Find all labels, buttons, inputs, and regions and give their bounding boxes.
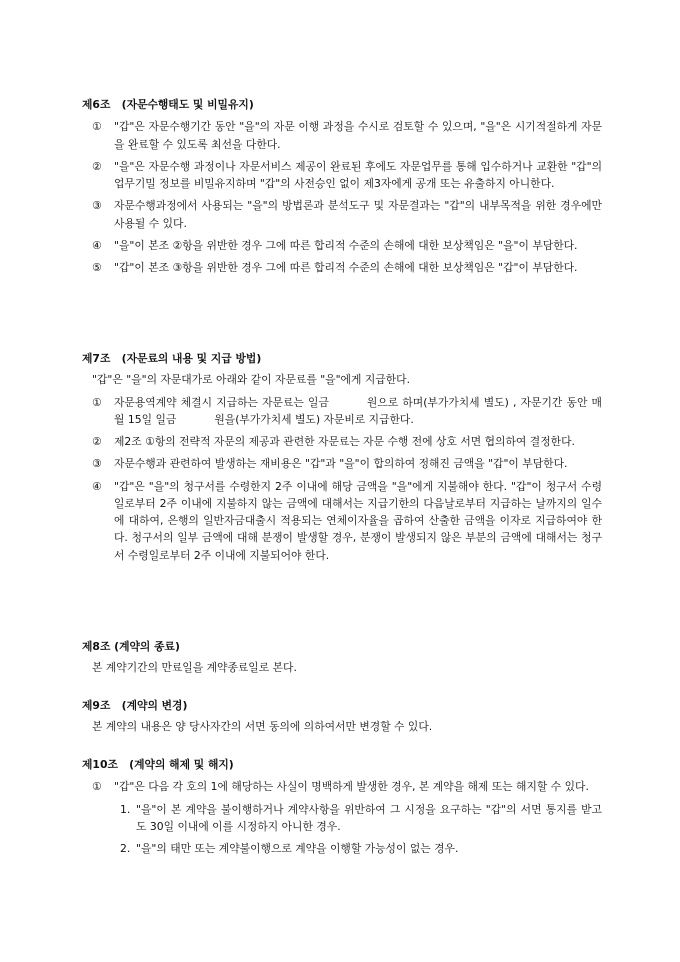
fee-text-part-2: 원으로 하며(부가가치세 별도) , 자문기간 동안 매월 15일 일금 bbox=[114, 395, 602, 426]
clause-text: "을"은 자문수행 과정이나 자문서비스 제공이 완료된 후에도 자문업무를 통해 입수하거나 교환한 "갑"의 업무기밀 정보를 비밀유지하며 "갑"의 사전승인 없이 제3자에게 공개 또는 유출하지 아니한다. bbox=[114, 159, 602, 191]
clause-number: ③ bbox=[92, 457, 102, 471]
clause-text: "갑"은 다음 각 호의 1에 해당하는 사실이 명백하게 발생한 경우, 본 계약을 해제 또는 해지할 수 있다. bbox=[114, 780, 589, 794]
article-7-title: 제7조 (자문료의 내용 및 지급 방법) bbox=[82, 352, 262, 365]
article-6-title: 제6조 (자문수행태도 및 비밀유지) bbox=[82, 98, 254, 111]
clause-number: ② bbox=[92, 159, 102, 173]
sub-text: "을"의 태만 또는 계약불이행으로 계약을 이행할 가능성이 없는 경우. bbox=[136, 842, 459, 856]
fee-text-part-1: 자문용역계약 체결시 지급하는 자문료는 일금 bbox=[114, 395, 329, 409]
clause-number: ① bbox=[92, 395, 102, 409]
article-9-title: 제9조 (계약의 변경) bbox=[82, 699, 188, 712]
clause-number: ⑤ bbox=[92, 261, 102, 275]
clause-text: "을"이 본조 ②항을 위반한 경우 그에 따른 합리적 수준의 손해에 대한 보상책임은 "을"이 부담한다. bbox=[114, 238, 578, 252]
article-10-sub-2 bbox=[120, 840, 602, 857]
sub-text: "을"이 본 계약을 불이행하거나 계약사항을 위반하여 그 시정을 요구하는 "갑"의 서면 통지를 받고도 30일 이내에 이를 시정하지 아니한 경우. bbox=[136, 802, 602, 833]
sub-number: 2. bbox=[120, 842, 131, 856]
clause-text bbox=[114, 394, 602, 429]
article-8-text: 본 계약기간의 만료일을 계약종료일로 본다. bbox=[92, 661, 297, 675]
clause-number: ② bbox=[92, 435, 102, 449]
article-10-clause-1 bbox=[92, 778, 602, 795]
clause-number: ① bbox=[92, 780, 102, 794]
clause-text: 자문수행과정에서 사용되는 "을"의 방법론과 분석도구 및 자문결과는 "갑"의 내부목적을 위한 경우에만 사용될 수 있다. bbox=[114, 199, 602, 230]
article-6 bbox=[82, 96, 602, 276]
clause-text: "갑"은 자문수행기간 동안 "을"의 자문 이행 과정을 수시로 검토할 수 있으며, "을"은 시기적절하게 자문을 완료할 수 있도록 최선을 다한다. bbox=[114, 120, 602, 151]
clause-text: "갑"은 "을"의 청구서를 수령한지 2주 이내에 해당 금액을 "을"에게 지불해야 한다. "갑"이 청구서 수령일로부터 2주 이내에 지불하지 않는 금액에 대해서는 지급기한의 다음날로부터 지급하는 날까지의 일수에 대하여, 은행의 일반자금대출시 적용되는 연체이자율을 곱하여 산출한 금액을 이자로 지급하여야 한다. 청구서의 일부 금액에 대해 분쟁이 발생할 경우, 분쟁이 발생되지 않은 부분의 금액에 대해서는 청구서 수령일로부터 2주 이내에 지불되어야 한다. bbox=[114, 479, 602, 562]
article-7-clause-4 bbox=[92, 478, 602, 564]
article-8-title: 제8조 (계약의 종료) bbox=[82, 640, 180, 653]
article-7-clause-2 bbox=[92, 433, 602, 450]
article-7-clause-3 bbox=[92, 455, 602, 472]
article-6-clause-4 bbox=[92, 237, 602, 254]
clause-number: ① bbox=[92, 120, 102, 134]
article-6-clause-2 bbox=[92, 158, 602, 193]
article-7-intro: "갑"은 "을"의 자문대가로 아래와 같이 자문료를 "을"에게 지급한다. bbox=[92, 373, 410, 387]
fee-text-part-3: 원을(부가가치세 별도) 자문비로 지급한다. bbox=[214, 412, 414, 426]
article-9 bbox=[82, 697, 602, 736]
article-10-sub-1 bbox=[120, 801, 602, 836]
article-6-clause-5 bbox=[92, 259, 602, 276]
article-10 bbox=[82, 756, 602, 857]
clause-text: 제2조 ①항의 전략적 자문의 제공과 관련한 자문료는 자문 수행 전에 상호 서면 협의하여 결정한다. bbox=[114, 435, 575, 449]
clause-text: "갑"이 본조 ③항을 위반한 경우 그에 따른 합리적 수준의 손해에 대한 보상책임은 "갑"이 부담한다. bbox=[114, 261, 578, 275]
article-7-clause-1 bbox=[92, 394, 602, 429]
article-9-text: 본 계약의 내용은 양 당사자간의 서면 동의에 의하여서만 변경할 수 있다. bbox=[92, 720, 433, 734]
article-6-clause-1 bbox=[92, 118, 602, 153]
article-8 bbox=[82, 638, 602, 677]
clause-text: 자문수행과 관련하여 발생하는 재비용은 "갑"과 "을"이 합의하여 정해진 금액을 "갑"이 부담한다. bbox=[114, 457, 568, 471]
article-7 bbox=[82, 350, 602, 564]
clause-number: ④ bbox=[92, 479, 102, 493]
sub-number: 1. bbox=[120, 802, 131, 816]
clause-number: ③ bbox=[92, 199, 102, 213]
article-6-clause-3 bbox=[92, 197, 602, 232]
article-10-title: 제10조 (계약의 해제 및 해지) bbox=[82, 758, 234, 771]
clause-number: ④ bbox=[92, 238, 102, 252]
